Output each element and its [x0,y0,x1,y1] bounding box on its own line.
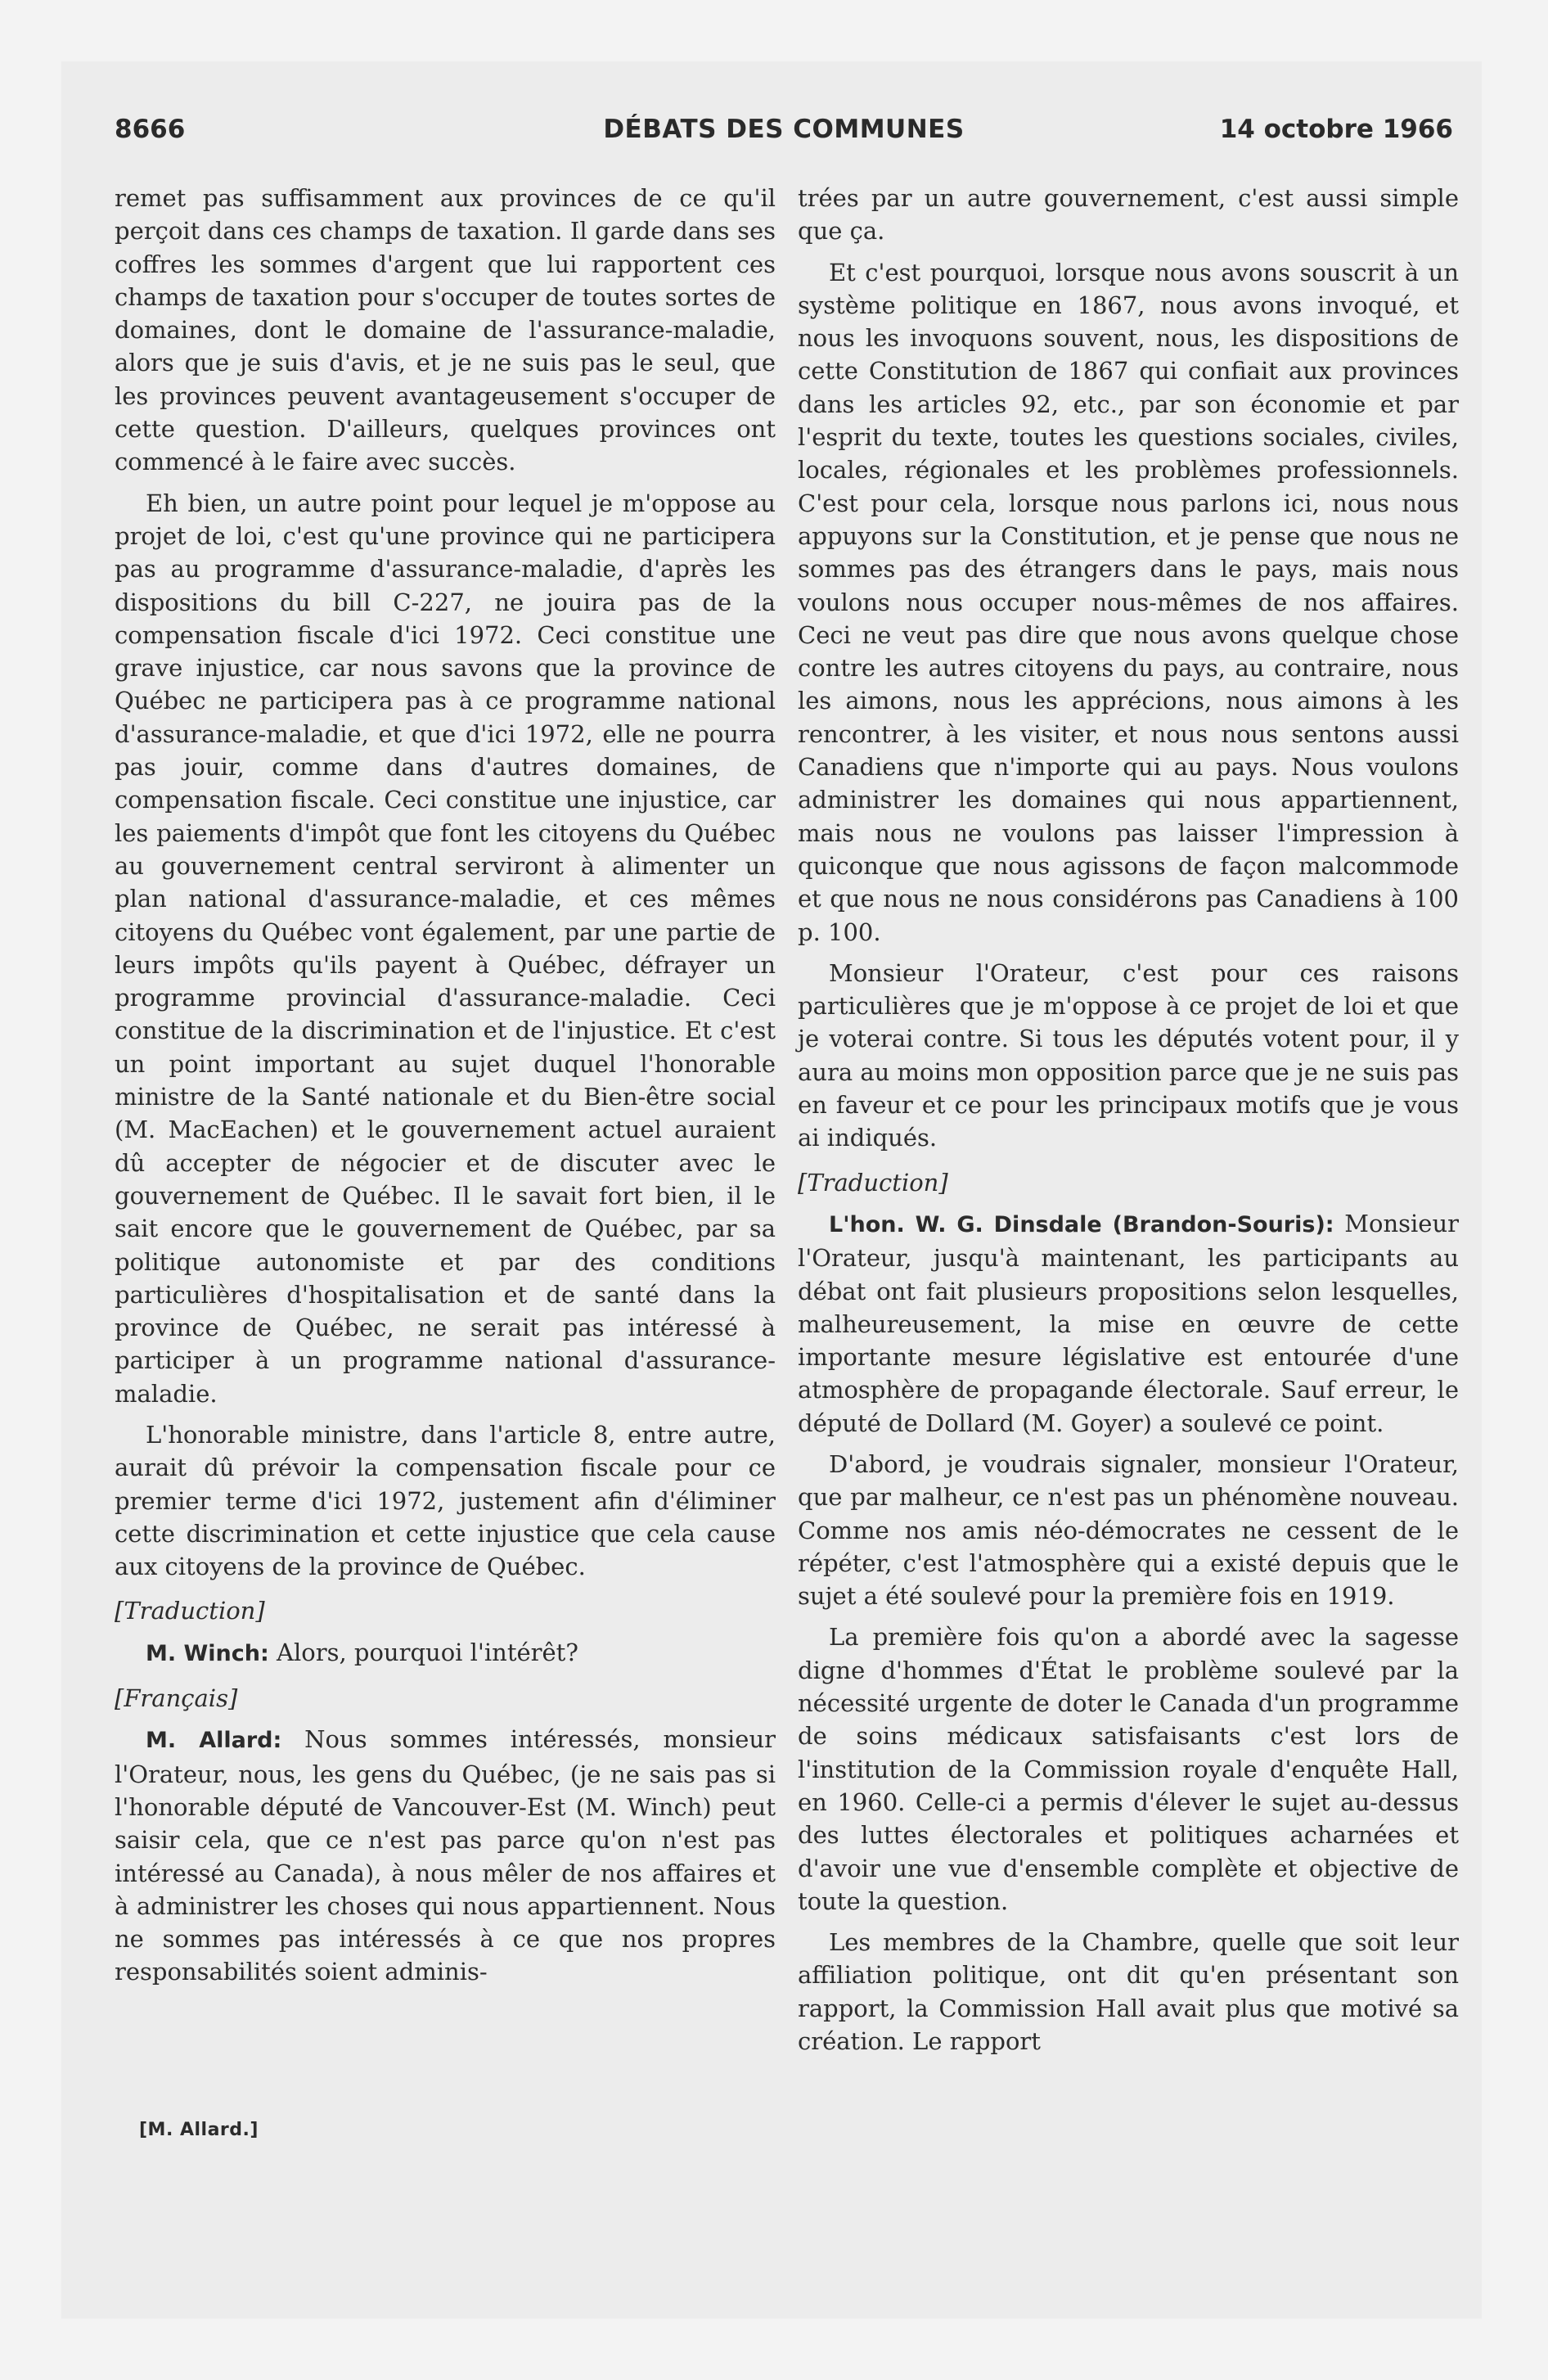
paragraph: Monsieur l'Orateur, c'est pour ces raisons particulières que je m'oppose à ce projet de loi et que je voterai contre. Si tous les députés votent pour, il y aura au moins mon opposition parce que je ne suis pas en faveur et ce pour les principaux motifs que je vous ai indiqués. [798,958,1459,1152]
footer-speaker-note: [M. Allard.] [139,2120,259,2140]
speaker-paragraph [115,1723,776,1988]
paragraph: Et c'est pourquoi, lorsque nous avons souscrit à un système politique en 1867, nous avons invoqué, et nous les invoquons souvent, nous, les dispositions de cette Constitution de 1867 qui confiait aux provinces dans les articles 92, etc., par son économie et par l'esprit du texte, toutes les questions sociales, civiles, locales, régionales et les problèmes professionnels. C'est pour cela, lorsque nous parlons ici, nous nous appuyons sur la Constitution, et je pense que nous ne sommes pas des étrangers dans le pays, mais nous voulons nous occuper nous-mêmes de nos affaires. Ceci ne veut pas dire que nous avons quelque chose contre les autres citoyens du pays, au contraire, nous les aimons, nous les apprécions, nous aimons à les rencontrer, à les visiter, et nous nous sentons aussi Canadiens que n'importe qui au pays. Nous voulons administrer les domaines qui nous appartiennent, mais nous ne voulons pas laisser l'impression à quiconque que nous agissons de façon malcommode et que nous ne nous considérons pas Canadiens à 100 p. 100. [798,258,1459,946]
paragraph: Eh bien, un autre point pour lequel je m'oppose au projet de loi, c'est qu'une province qui ne participera pas au programme d'assurance-maladie, d'après les dispositions du bill C-227, ne jouira pas de la compensation fiscale d'ici 1972. Ceci constitue une grave injustice, car nous savons que la province de Québec ne participera pas à ce programme national d'assurance-maladie, et que d'ici 1972, elle ne pourra pas jouir, comme dans d'autres domaines, de compensation fiscale. Ceci constitue une injustice, car les paiements d'impôt que font les citoyens du Québec au gouvernement central serviront à alimenter un plan national d'assurance-maladie, et ces mêmes citoyens du Québec vont également, par une partie de leurs impôts qu'ils payent à Québec, défrayer un programme provincial d'assurance-maladie. Ceci constitue de la discrimination et de l'injustice. Et c'est un point important au sujet duquel l'honorable ministre de la Santé nationale et du Bien-être social (M. MacEachen) et le gouvernement actuel auraient dû accepter de négocier et de discuter avec le gouvernement de Québec. Il le savait fort bien, il le sait encore que le gouvernement de Québec, par sa politique autonomiste et par des conditions particulières d'hospitalisation et de santé dans la province de Québec, ne serait pas intéressé à participer à un programme national d'assurance-maladie. [115,489,776,1408]
speech-text: Alors, pourquoi l'intérêt? [268,1638,578,1666]
right-column [798,182,1459,2066]
speaker-paragraph [115,1636,776,1670]
speaker-name: L'hon. W. G. Dinsdale (Brandon-Souris): [829,1211,1334,1237]
paragraph: trées par un autre gouvernement, c'est aussi simple que ça. [798,184,1459,246]
section-tag: [Français] [115,1684,238,1713]
section-tag: [Traduction] [798,1168,948,1197]
page-header [115,115,1453,156]
left-column [115,182,776,1997]
paragraph: Les membres de la Chambre, quelle que soit leur affiliation politique, ont dit qu'en présentant son rapport, la Commission Hall avait plus que motivé sa création. Le rapport [798,1928,1459,2056]
paragraph: remet pas suffisamment aux provinces de ce qu'il perçoit dans ces champs de taxation. Il garde dans ses coffres les sommes d'argent que lui rapportent ces champs de taxation pour s'occuper de toutes sortes de domaines, dont le domaine de l'assurance-maladie, alors que je suis d'avis, et je ne suis pas le seul, que les provinces peuvent avantageusement s'occuper de cette question. D'ailleurs, quelques provinces ont commencé à le faire avec succès. [115,184,776,476]
paragraph: L'honorable ministre, dans l'article 8, entre autre, aurait dû prévoir la compensation fiscale pour ce premier terme d'ici 1972, justement afin d'éliminer cette discrimination et cette injustice que cela cause aux citoyens de la province de Québec. [115,1420,776,1581]
speech-text: Nous sommes intéressés, monsieur l'Orateur, nous, les gens du Québec, (je ne sais pas si l'honorable député de Vancouver-Est (M. Winch) peut saisir cela, que ce n'est pas parce qu'on n'est pas intéressé au Canada), à nous mêler de nos affaires et à administrer les choses qui nous appartiennent. Nous ne sommes pas intéressés à ce que nos propres responsabilités soient adminis- [115,1725,776,1986]
speaker-name: M. Winch: [146,1640,269,1666]
speaker-paragraph [798,1207,1459,1440]
paragraph: La première fois qu'on a abordé avec la sagesse digne d'hommes d'État le problème soulevé par la nécessité urgente de doter le Canada d'un programme de soins médicaux satisfaisants c'est lors de l'institution de la Commission royale d'enquête Hall, en 1960. Celle-ci a permis d'élever le sujet au-dessus des luttes électorales et politiques acharnées et d'avoir une vue d'ensemble complète et objective de toute la question. [798,1623,1459,1915]
publication-title: DÉBATS DES COMMUNES [603,115,965,144]
page-number: 8666 [115,115,186,144]
speech-text: Monsieur l'Orateur, jusqu'à maintenant, les participants au débat ont fait plusieurs propositions selon lesquelles, malheureusement, la mise en œuvre de cette importante mesure législative est entourée d'une atmosphère de propagande électorale. Sauf erreur, le député de Dollard (M. Goyer) a soulevé ce point. [798,1209,1459,1437]
section-tag: [Traduction] [115,1597,265,1625]
page-date: 14 octobre 1966 [1219,115,1453,144]
speaker-name: M. Allard: [146,1728,282,1754]
paragraph: D'abord, je voudrais signaler, monsieur l'Orateur, que par malheur, ce n'est pas un phénomène nouveau. Comme nos amis néo-démocrates ne cessent de le répéter, c'est l'atmosphère qui a existé depuis que le sujet a été soulevé pour la première fois en 1919. [798,1449,1459,1611]
